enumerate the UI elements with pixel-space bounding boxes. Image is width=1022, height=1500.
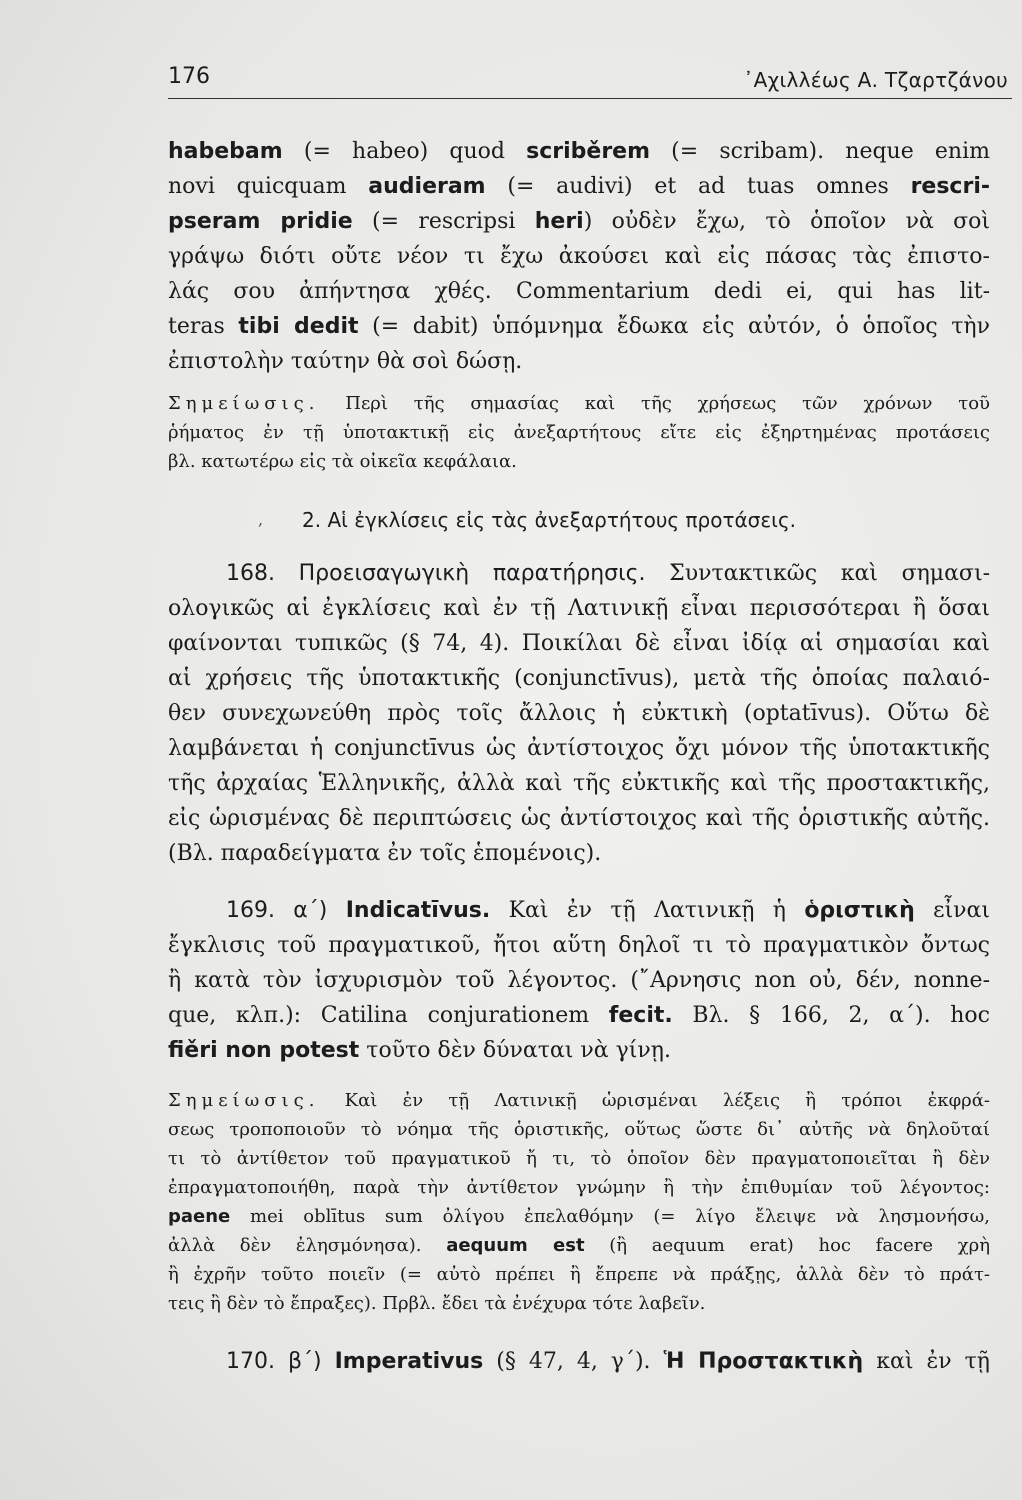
page-number: 176 — [168, 64, 210, 89]
text-line: habebam (= habeo) quod scriběrem (= scribam). neque enim — [168, 139, 990, 164]
text-line: (Βλ. παραδείγματα ἐν τοῖς ἑπομένοις). — [168, 841, 602, 866]
text-line: novi quicquam audieram (= audivi) et ad tuas omnes rescri- — [168, 174, 990, 199]
text-line: φαίνονται τυπικῶς (§ 74, 4). Ποικίλαι δὲ εἶναι ἰδίᾳ αἱ σημασίαι καὶ — [168, 631, 990, 656]
text-line: teras tibi dedit (= dabit) ὑπόμνημα ἔδωκα εἰς αὐτόν, ὁ ὁποῖος τὴν — [168, 314, 990, 339]
note-line: ἢ ἐχρῆν τοῦτο ποιεῖν (= αὐτὸ πρέπει ἢ ἔπρεπε νὰ πράξῃς, ἀλλὰ δὲν τὸ πράτ- — [168, 1264, 990, 1285]
note-line: Σημείωσις. Περὶ τῆς σημασίας καὶ τῆς χρήσεως τῶν χρόνων τοῦ — [168, 393, 990, 414]
text-line: 169. α΄) Indicatīvus. Καὶ ἐν τῇ Λατινικῇ ἡ ὁριστικὴ εἶναι — [226, 898, 990, 923]
text-line: pseram pridie (= rescripsi heri) οὐδὲν ἔχω, τὸ ὁποῖον νὰ σοὶ — [168, 209, 990, 234]
note-line: Σημείωσις. Καὶ ἐν τῇ Λατινικῇ ὡρισμέναι λέξεις ἢ τρόποι ἐκφρά- — [168, 1090, 990, 1111]
note-line: σεως τροποποιοῦν τὸ νόημα τῆς ὁριστικῆς, οὕτως ὥστε δι᾿ αὐτῆς νὰ δηλοῦταί — [168, 1119, 990, 1140]
text-line: ἢ κατὰ τὸν ἰσχυρισμὸν τοῦ λέγοντος. (῎Αρνησις non οὐ, δέν, nonne- — [168, 968, 990, 993]
note-line: ἀλλὰ δὲν ἐλησμόνησα). aequum est (ἢ aequum erat) hoc facere χρὴ — [168, 1235, 990, 1256]
text-line: τῆς ἀρχαίας Ἑλληνικῆς, ἀλλὰ καὶ τῆς εὐκτικῆς καὶ τῆς προστακτικῆς, — [168, 771, 990, 796]
note-line: paene mei oblītus sum ὀλίγου ἐπελαθόμην (= λίγο ἔλειψε νὰ λησμονήσω, — [168, 1206, 990, 1227]
stray-mark: , — [258, 510, 264, 529]
text-line: 170. β΄) Imperativus (§ 47, 4, γ΄). Ἡ Προστακτικὴ καὶ ἐν τῇ — [226, 1349, 990, 1374]
text-line: εἰς ὡρισμένας δὲ περιπτώσεις ὡς ἀντίστοιχος καὶ τῆς ὁριστικῆς αὐτῆς. — [168, 806, 990, 831]
text-line: 168. Προεισαγωγικὴ παρατήρησις. Συντακτικῶς καὶ σημασι- — [226, 561, 991, 586]
text-line: ολογικῶς αἱ ἐγκλίσεις καὶ ἐν τῇ Λατινικῇ εἶναι περισσότεραι ἢ ὅσαι — [168, 596, 990, 621]
note-line: τι τὸ ἀντίθετον τοῦ πραγματικοῦ ἤ τι, τὸ ὁποῖον δὲν πραγματοποιεῖται ἢ δὲν — [168, 1148, 990, 1169]
text-line: que, κλπ.): Catilina conjurationem fecit. Βλ. § 166, 2, α΄). hoc — [168, 1003, 990, 1028]
running-title: ᾿Αχιλλέως Α. Τζαρτζάνου — [743, 68, 1008, 92]
text-line: γράψω διότι οὔτε νέον τι ἔχω ἀκούσει καὶ εἰς πάσας τὰς ἐπιστο- — [168, 244, 990, 269]
note-line: ῥήματος ἐν τῇ ὑποτακτικῇ εἰς ἀνεξαρτήτους εἴτε εἰς ἐξηρτημένας προτάσεις — [168, 422, 990, 443]
text-line: fiěri non potest τοῦτο δὲν δύναται νὰ γίνῃ. — [168, 1038, 671, 1063]
text-line: ἔγκλισις τοῦ πραγματικοῦ, ἤτοι αὕτη δηλοῖ τι τὸ πραγματικὸν ὄντως — [168, 933, 990, 958]
text-line: αἱ χρήσεις τῆς ὑποτακτικῆς (conjunctīvus), μετὰ τῆς ὁποίας παλαιό- — [168, 666, 990, 691]
note-line: τεις ἢ δὲν τὸ ἔπραξες). Πρβλ. ἔδει τὰ ἐνέχυρα τότε λαβεῖν. — [168, 1293, 706, 1314]
text-line: θεν συνεχωνεύθη πρὸς τοῖς ἄλλοις ἡ εὐκτικὴ (optatīvus). Οὕτω δὲ — [168, 701, 990, 726]
text-line: λάς σου ἀπήντησα χθές. Commentarium dedi ei, qui has lit- — [168, 279, 990, 304]
text-line: ἐπιστολὴν ταύτην θὰ σοὶ δώσῃ. — [168, 349, 523, 374]
page-header — [168, 64, 1012, 99]
section-heading: 2. Αἱ ἐγκλίσεις εἰς τὰς ἀνεξαρτήτους προτάσεις. — [302, 508, 797, 532]
note-line: βλ. κατωτέρω εἰς τὰ οἰκεῖα κεφάλαια. — [168, 451, 517, 472]
text-line: λαμβάνεται ἡ conjunctīvus ὡς ἀντίστοιχος ὄχι μόνον τῆς ὑποτακτικῆς — [168, 736, 990, 761]
note-line: ἐπραγματοποιήθη, παρὰ τὴν ἀντίθετον γνώμην ἢ τὴν ἐπιθυμίαν τοῦ λέγοντος: — [168, 1177, 990, 1198]
